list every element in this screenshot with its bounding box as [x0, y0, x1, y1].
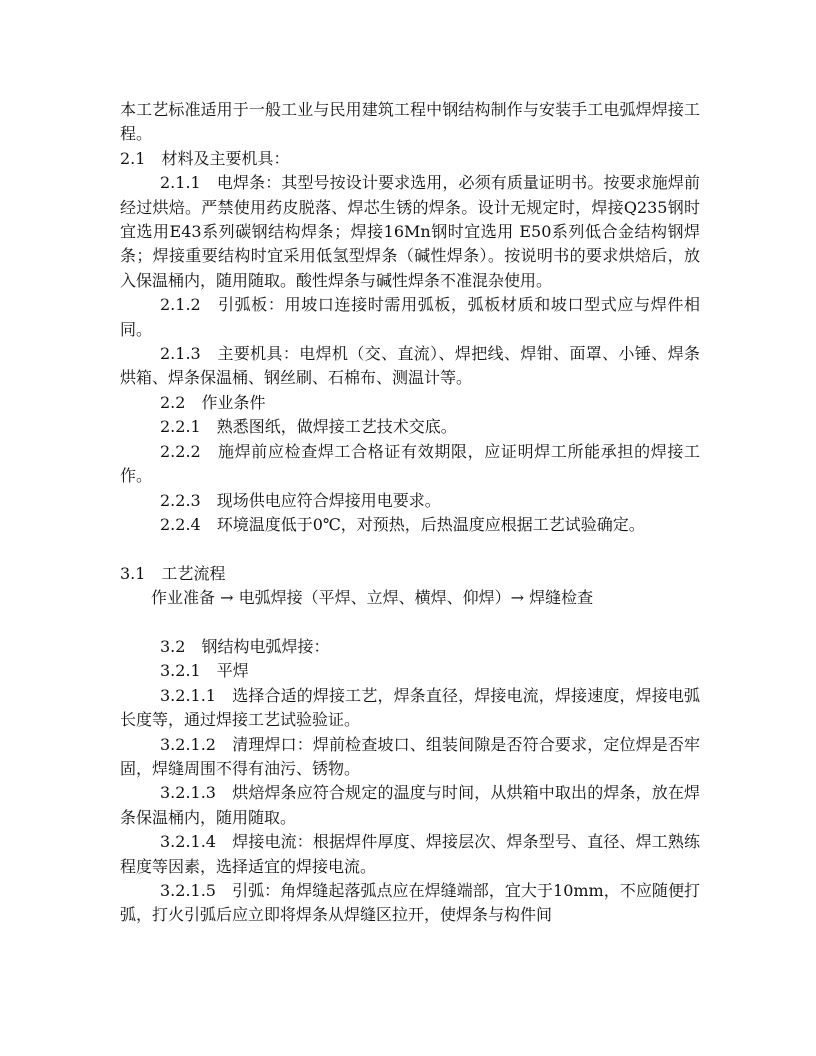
clause-3-2-1-2: 3.2.1.2 清理焊口：焊前检查坡口、组装间隙是否符合要求，定位焊是否牢固，焊缝周围不得有油污、锈物。 [120, 734, 700, 778]
scope-paragraph: 本工艺标准适用于一般工业与民用建筑工程中钢结构制作与安装手工电弧焊焊接工程。 [120, 100, 700, 144]
clause-2-2-1: 2.2.1 熟悉图纸，做焊接工艺技术交底。 [160, 417, 457, 437]
clause-3-2-1-3: 3.2.1.3 烘焙焊条应符合规定的温度与时间，从烘箱中取出的焊条，放在焊条保温桶内，随用随取。 [120, 783, 700, 827]
clause-3-2-1-5: 3.2.1.5 引弧：角焊缝起落弧点应在焊缝端部，宜大于10mm，不应随便打弧，打火引弧后应立即将焊条从焊缝区拉开，使焊条与构件间 [120, 880, 700, 925]
clause-2-2-2: 2.2.2 施焊前应检查焊工合格证有效期限，应证明焊工所能承担的焊接工作。 [120, 441, 700, 486]
clause-3-2-1-4: 3.2.1.4 焊接电流：根据焊件厚度、焊接层次、焊条型号、直径、焊工熟练程度等因素，选择适宜的焊接电流。 [120, 832, 700, 876]
section-heading-2-2: 2.2 作业条件 [160, 392, 266, 412]
blank-line [120, 611, 700, 635]
clause-2-1-1: 2.1.1 电焊条：其型号按设计要求选用，必须有质量证明书。按要求施焊前经过烘焙。严禁使用药皮脱落、焊芯生锈的焊条。设计无规定时，焊接Q235钢时宜选用E43系列碳钢结构焊条；焊接16Mn钢时宜选用 E50系列低合金结构钢焊条；焊接重要结构时宜采用低氢型焊条（碱性焊条）。按说明书的要求烘焙后，放入保温桶内，随用随取。酸性焊条与碱性焊条不准混杂使用。 [120, 173, 700, 290]
clause-3-2-1: 3.2.1 平焊 [160, 661, 249, 681]
clause-2-2-3: 2.2.3 现场供电应符合焊接用电要求。 [160, 490, 441, 510]
section-heading-2-1: 2.1 材料及主要机具： [120, 148, 290, 168]
document-page [120, 98, 700, 928]
process-flow-line: 作业准备 → 电弧焊接（平焊、立焊、横焊、仰焊）→ 焊缝检查 [151, 588, 594, 608]
section-heading-3-1: 3.1 工艺流程 [120, 563, 226, 583]
clause-2-1-3: 2.1.3 主要机具：电焊机（交、直流）、焊把线、焊钳、面罩、小锤、焊条烘箱、焊条保温桶、钢丝刷、石棉布、测温计等。 [120, 344, 700, 388]
clause-2-2-4: 2.2.4 环境温度低于0℃，对预热，后热温度应根据工艺试验确定。 [160, 514, 645, 534]
clause-2-1-2: 2.1.2 引弧板：用坡口连接时需用弧板，弧板材质和坡口型式应与焊件相同。 [120, 295, 700, 339]
section-heading-3-2: 3.2 钢结构电弧焊接： [160, 636, 330, 656]
clause-3-2-1-1: 3.2.1.1 选择合适的焊接工艺，焊条直径，焊接电流，焊接速度，焊接电弧长度等，通过焊接工艺试验验证。 [120, 685, 700, 730]
blank-line [120, 537, 700, 561]
